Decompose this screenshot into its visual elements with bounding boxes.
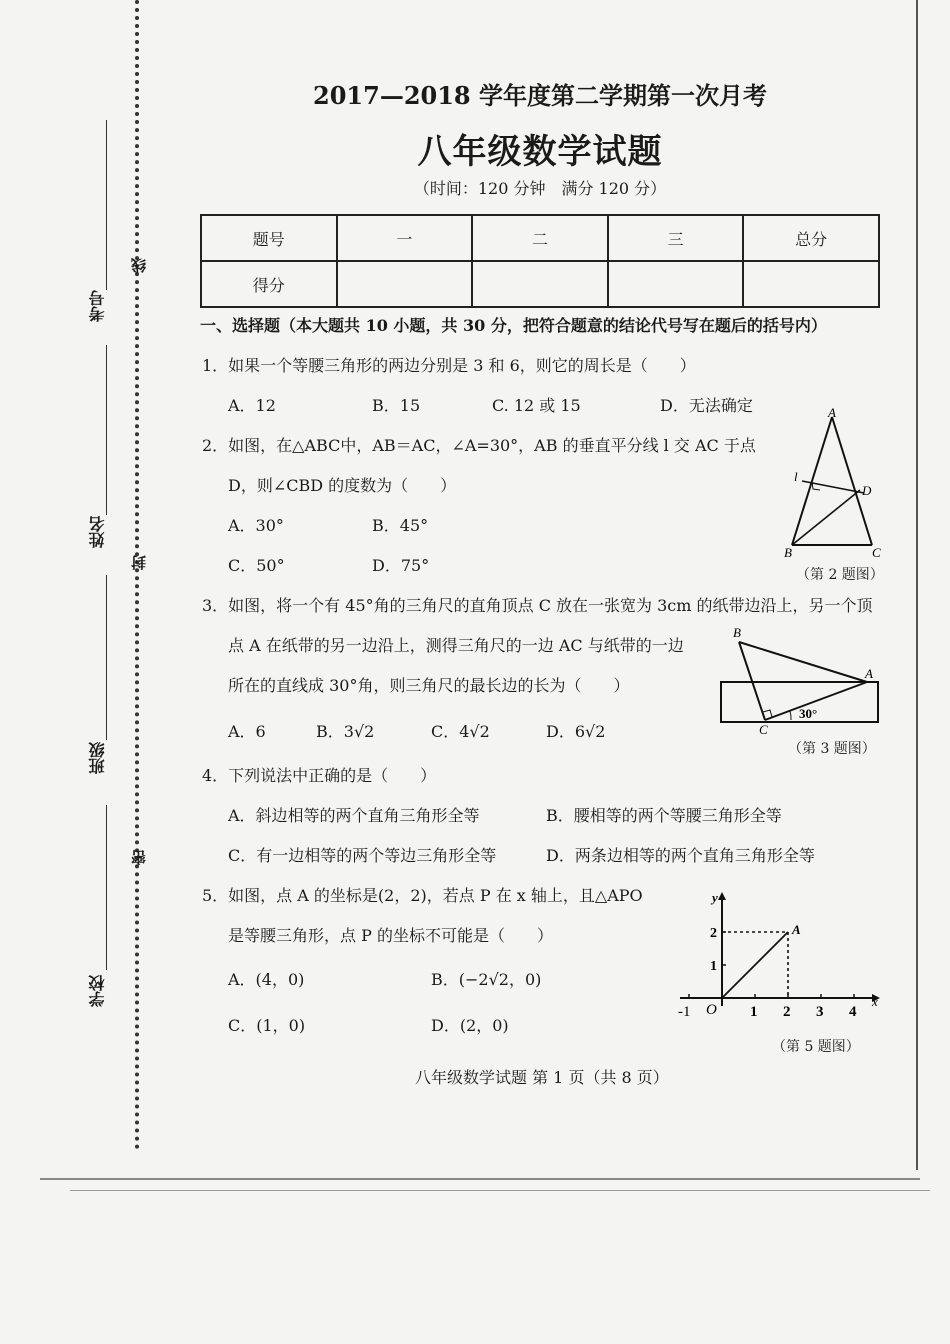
- q3-caption: （第 3 题图）: [788, 741, 876, 757]
- q5-caption: （第 5 题图）: [772, 1039, 860, 1055]
- page-footer: 八年级数学试题 第 1 页（共 8 页）: [415, 1068, 669, 1087]
- seal-xian: 线: [130, 258, 148, 273]
- q3-option-a: A．6: [228, 722, 266, 741]
- q3-option-c: C．4√2: [431, 722, 490, 741]
- school-underline: [106, 805, 107, 970]
- score-input-3[interactable]: [608, 261, 744, 307]
- page-title: 八年级数学试题: [417, 132, 663, 172]
- q1-option-c: C. 12 或 15: [492, 396, 581, 415]
- exam-year-title: 2017—2018 学年度第二学期第一次月考: [313, 81, 767, 110]
- seal-mi: 密: [130, 850, 148, 865]
- q3-side-ba: [739, 642, 867, 682]
- score-input-2[interactable]: [472, 261, 608, 307]
- q3-stem-line3: 所在的直线成 30°角，则三角尺的最长边的长为（ ）: [228, 676, 630, 695]
- section-1-heading: 一、选择题（本大题共 10 小题，共 30 分，把符合题意的结论代号写在题后的括号内）: [200, 316, 827, 335]
- q3-angle-arc: [790, 711, 791, 720]
- q1-option-d: D．无法确定: [660, 396, 753, 415]
- score-cell-total: 总分: [743, 215, 879, 261]
- q3-stem-line2: 点 A 在纸带的另一边沿上，测得三角尺的一边 AC 与纸带的一边: [228, 636, 684, 655]
- q2-stem-line1: 2．如图，在△ABC中，AB＝AC，∠A=30°，AB 的垂直平分线 l 交 AC 于点: [202, 436, 756, 455]
- class-label: 班级: [88, 742, 107, 774]
- q5-stem-line1: 5．如图，点 A 的坐标是(2，2)，若点 P 在 x 轴上，且△APO: [202, 886, 643, 905]
- score-cell-label: 题号: [201, 215, 337, 261]
- name-label: 姓名: [88, 516, 107, 548]
- score-row-label: 得分: [201, 261, 337, 307]
- q4-option-c: C．有一边相等的两个等边三角形全等: [228, 846, 497, 865]
- q5-y-arrow: [718, 892, 726, 900]
- q2-option-d: D．75°: [372, 556, 430, 575]
- q2-label-d: D: [862, 483, 872, 498]
- q2-side-ac: [832, 417, 872, 545]
- q3-label-angle: 30°: [799, 706, 818, 721]
- q2-label-c: C: [872, 545, 881, 560]
- exam-time-subtitle: （时间：120 分钟 满分 120 分）: [413, 179, 667, 198]
- score-cell-2: 二: [472, 215, 608, 261]
- q2-label-a: A: [828, 405, 836, 420]
- q1-option-a: A．12: [228, 396, 276, 415]
- score-table: [200, 214, 880, 308]
- q2-side-ab: [792, 417, 832, 545]
- name-underline: [106, 345, 107, 515]
- q3-figure: [715, 622, 885, 737]
- q5-option-a: A．(4，0): [228, 970, 305, 989]
- q5-label-x: x: [872, 994, 878, 1009]
- q4-option-d: D．两条边相等的两个直角三角形全等: [546, 846, 815, 865]
- q3-stem-line1: 3．如图，将一个有 45°角的三角尺的直角顶点 C 放在一张宽为 3cm 的纸带边沿上，另一个顶: [202, 596, 873, 615]
- q2-option-c: C．50°: [228, 556, 285, 575]
- q3-option-b: B．3√2: [316, 722, 375, 741]
- q2-segment-bd: [792, 490, 860, 545]
- page-edge-bottom: [40, 1178, 920, 1180]
- score-input-total[interactable]: [743, 261, 879, 307]
- q5-label-y2: 2: [710, 926, 717, 941]
- q5-label-neg1: -1: [678, 1004, 691, 1020]
- seal-feng: 封: [130, 555, 148, 570]
- q2-caption: （第 2 题图）: [796, 567, 884, 583]
- page-edge-bottom-2: [70, 1190, 930, 1191]
- q5-label-o: O: [706, 1002, 717, 1018]
- q5-stem-line2: 是等腰三角形，点 P 的坐标不可能是（ ）: [228, 926, 553, 945]
- q2-figure: [780, 405, 890, 565]
- q5-label-y: y: [712, 890, 718, 905]
- score-input-1[interactable]: [337, 261, 473, 307]
- q4-option-a: A．斜边相等的两个直角三角形全等: [228, 806, 480, 825]
- school-label: 学校: [88, 975, 107, 1007]
- q2-label-b: B: [784, 545, 792, 560]
- q5-label-3: 3: [816, 1004, 824, 1020]
- q5-option-d: D．(2，0): [431, 1016, 509, 1035]
- q2-label-l: l: [794, 469, 798, 484]
- q2-option-b: B．45°: [372, 516, 429, 535]
- q2-option-a: A．30°: [228, 516, 284, 535]
- q4-stem: 4．下列说法中正确的是（ ）: [202, 766, 437, 785]
- q3-label-a: A: [865, 666, 873, 681]
- score-cell-1: 一: [337, 215, 473, 261]
- q5-figure: [672, 888, 882, 1023]
- q5-segment-oa: [722, 932, 788, 998]
- q5-option-c: C．(1，0): [228, 1016, 306, 1035]
- exam-no-label: 考号: [88, 290, 107, 322]
- q5-label-a: A: [792, 922, 801, 937]
- q1-stem: 1．如果一个等腰三角形的两边分别是 3 和 6，则它的周长是（ ）: [202, 356, 696, 375]
- score-table-row-header: [201, 215, 879, 261]
- q3-label-b: B: [733, 625, 741, 640]
- class-underline: [106, 575, 107, 740]
- q3-option-d: D．6√2: [546, 722, 606, 741]
- q3-label-c: C: [759, 722, 768, 737]
- q2-stem-line2: D，则∠CBD 的度数为（ ）: [228, 476, 457, 495]
- q5-option-b: B．(−2√2，0): [431, 970, 542, 989]
- q5-label-y1: 1: [710, 959, 717, 974]
- q4-option-b: B．腰相等的两个等腰三角形全等: [546, 806, 782, 825]
- score-table-row-score: [201, 261, 879, 307]
- q5-label-1: 1: [750, 1004, 758, 1020]
- q5-label-2: 2: [783, 1004, 791, 1020]
- q1-option-b: B．15: [372, 396, 421, 415]
- score-cell-3: 三: [608, 215, 744, 261]
- q5-label-4: 4: [849, 1004, 857, 1020]
